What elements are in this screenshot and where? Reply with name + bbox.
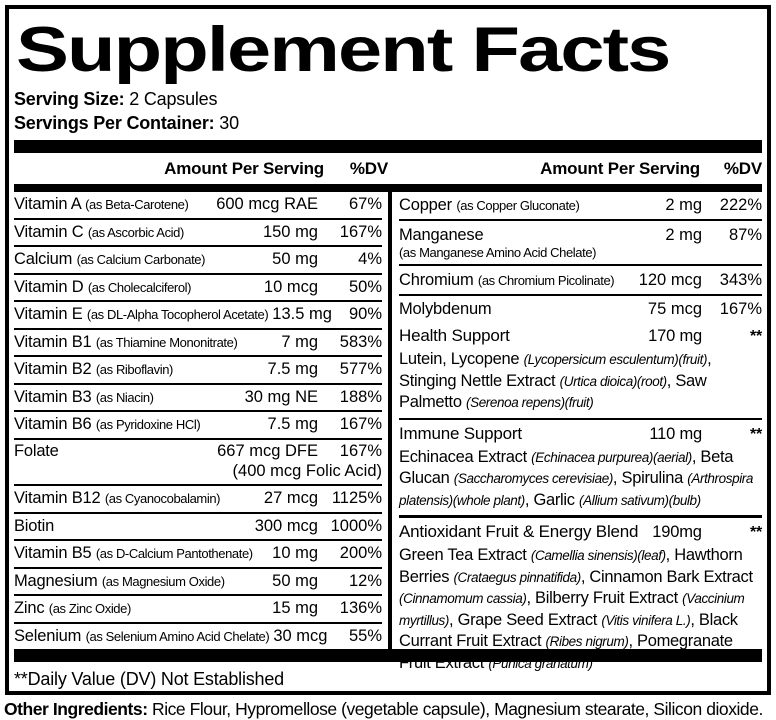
ingredient-text: , Beta Glucan — [399, 447, 734, 487]
nutrient-form: (as Magnesium Oxide) — [101, 573, 225, 589]
nutrient-dv: 55% — [348, 626, 382, 645]
nutrient-amount: 2 mg — [665, 225, 702, 244]
ingredient-text: , Garlic — [524, 490, 580, 509]
nutrient-line — [14, 333, 382, 352]
nutrient-name: Molybdenum — [399, 299, 492, 318]
latin-name: (Serenoa repens)(fruit) — [466, 395, 594, 410]
nutrient-amount: 7 mg — [281, 332, 318, 351]
blend-dv: ** — [749, 328, 762, 345]
ingredient-text: Green Tea Extract — [399, 546, 531, 564]
nutrient-line — [14, 517, 382, 536]
nutrient-row — [399, 296, 762, 322]
nutrient-line — [14, 250, 382, 269]
nutrient-line — [14, 627, 382, 646]
blend-amount: 190mg — [652, 523, 702, 541]
serving-size-label: Serving Size: — [14, 89, 125, 109]
blend-name: Immune Support — [399, 423, 522, 443]
dv-header: %DV — [723, 158, 762, 178]
blend-section — [399, 322, 762, 420]
blend-sections — [399, 322, 762, 678]
left-nutrient-column — [14, 192, 388, 649]
nutrient-form: (as Copper Gluconate) — [456, 198, 580, 213]
nutrient-amount: 150 mg — [262, 222, 318, 241]
nutrient-row — [14, 330, 382, 358]
nutrient-line — [14, 360, 382, 379]
panel-title: Supplement Facts — [16, 15, 670, 85]
amount-per-serving-header: Amount Per Serving — [164, 158, 324, 178]
nutrient-amount: 600 mcg RAE — [216, 195, 318, 214]
nutrient-name: Selenium (as Selenium Amino Acid Chelate) — [14, 626, 270, 645]
nutrient-name: Vitamin D (as Cholecalciferol) — [14, 277, 192, 296]
servings-per-container-label: Servings Per Container: — [14, 113, 215, 133]
nutrient-form: (as Zinc Oxide) — [48, 601, 131, 617]
nutrient-name: Vitamin A (as Beta-Carotene) — [14, 195, 189, 214]
nutrient-line — [14, 278, 382, 297]
nutrient-line — [399, 271, 762, 290]
latin-name: (Lycopersicum esculentum)(fruit) — [523, 352, 708, 367]
nutrient-line — [14, 489, 382, 508]
nutrient-dv: 87% — [728, 225, 762, 244]
nutrient-form: (as Pyridoxine HCl) — [95, 417, 201, 433]
nutrient-amount: 50 mg — [272, 571, 318, 590]
ingredient-text: , Grape Seed Extract — [449, 610, 602, 629]
nutrient-row — [14, 486, 382, 514]
nutrient-form: (as Niacin) — [95, 389, 154, 405]
other-ingredients — [4, 699, 772, 720]
nutrient-form: (as DL-Alpha Tocopherol Acetate) — [86, 307, 269, 323]
ingredient-text: , Spirulina — [612, 469, 688, 487]
nutrient-line — [14, 305, 382, 324]
nutrient-dv: 222% — [719, 196, 762, 214]
nutrient-subline: (400 mcg Folic Acid) — [232, 462, 382, 481]
nutrient-name: Vitamin B12 (as Cyanocobalamin) — [14, 489, 221, 508]
column-header-right — [399, 159, 762, 179]
nutrient-dv: 167% — [339, 442, 382, 461]
nutrient-name: Vitamin B2 (as Riboflavin) — [14, 360, 173, 379]
nutrient-dv: 50% — [348, 277, 382, 296]
blend-dv: ** — [749, 524, 762, 541]
other-ingredients-label: Other Ingredients: — [4, 699, 148, 719]
blend-ingredients — [399, 349, 762, 414]
nutrient-row — [14, 569, 382, 597]
nutrient-line — [14, 442, 382, 461]
nutrient-form: (as Cholecalciferol) — [87, 279, 192, 295]
ingredient-text: , Stinging Nettle Extract — [399, 350, 712, 390]
ingredient-text: Lutein, Lycopene — [399, 350, 524, 368]
latin-name: (Urtica dioica)(root) — [559, 373, 667, 389]
nutrient-row — [14, 357, 382, 385]
nutrient-name: Biotin — [14, 516, 55, 535]
nutrient-form: (as D-Calcium Pantothenate) — [95, 546, 253, 562]
nutrient-amount: 75 mcg — [647, 299, 702, 318]
latin-name: (Crataegus pinnatifida) — [453, 569, 581, 585]
nutrient-row — [399, 192, 762, 221]
blend-header — [399, 324, 762, 349]
blend-amount: 170 mg — [648, 327, 702, 345]
nutrient-dv: 167% — [339, 222, 382, 241]
nutrient-line — [14, 544, 382, 563]
nutrient-amount: 2 mg — [665, 196, 702, 214]
nutrient-line — [14, 195, 382, 214]
nutrient-row — [14, 596, 382, 624]
blend-name: Antioxidant Fruit & Energy Blend — [399, 522, 639, 541]
nutrient-form: (as Ascorbic Acid) — [87, 224, 184, 240]
nutrient-dv: 67% — [348, 195, 382, 214]
nutrient-row — [14, 220, 382, 248]
nutrient-line — [399, 300, 762, 319]
nutrient-name: Folate — [14, 442, 59, 461]
nutrient-form: (as Riboflavin) — [95, 362, 173, 378]
nutrient-dv: 200% — [339, 544, 382, 563]
nutrient-line — [14, 572, 382, 591]
ingredient-text: , Hawthorn Berries — [399, 546, 743, 586]
column-headers — [14, 153, 762, 184]
latin-name: (Punica granatum) — [488, 655, 593, 671]
nutrient-line — [14, 415, 382, 434]
nutrient-form: (as Calcium Carbonate) — [76, 252, 206, 268]
nutrient-amount: 27 mcg — [263, 489, 318, 508]
latin-name: (Ribes nigrum) — [545, 634, 629, 649]
blend-name: Health Support — [399, 326, 510, 345]
nutrient-row — [14, 514, 382, 542]
nutrient-name: Vitamin B1 (as Thiamine Mononitrate) — [14, 332, 238, 351]
nutrient-amount: 30 mg NE — [244, 387, 318, 406]
latin-name: (Allium sativum)(bulb) — [579, 492, 701, 508]
nutrient-dv: 577% — [339, 360, 382, 379]
nutrient-dv: 90% — [348, 305, 382, 324]
nutrient-dv: 4% — [358, 250, 382, 269]
blend-header — [399, 520, 762, 545]
nutrient-amount: 10 mcg — [263, 277, 318, 296]
nutrient-dv: 167% — [339, 415, 382, 434]
nutrient-row — [399, 266, 762, 296]
blend-dv: ** — [749, 425, 762, 443]
nutrient-form: (as Thiamine Mononitrate) — [95, 334, 238, 350]
blend-ingredients — [399, 447, 762, 512]
nutrient-row — [14, 192, 382, 220]
nutrient-dv: 1000% — [330, 516, 382, 535]
nutrient-name: Chromium (as Chromium Picolinate) — [399, 270, 615, 289]
amount-per-serving-header: Amount Per Serving — [540, 158, 700, 178]
servings-per-container-line — [14, 111, 762, 135]
nutrient-line — [14, 388, 382, 407]
nutrient-amount: 50 mg — [272, 250, 318, 269]
nutrient-dv: 1125% — [331, 489, 382, 508]
nutrient-amount: 7.5 mg — [267, 415, 318, 434]
nutrient-amount: 120 mcg — [638, 270, 702, 289]
nutrient-amount: 10 mg — [272, 544, 318, 563]
nutrient-row — [14, 624, 382, 650]
nutrient-line — [399, 226, 762, 245]
nutrient-columns — [14, 192, 762, 672]
mineral-rows — [399, 192, 762, 322]
column-header-left — [14, 159, 388, 179]
divider-bar-top — [14, 140, 762, 153]
latin-name: (Cinnamomum cassia) — [399, 591, 527, 606]
ingredient-text: , Saw Palmetto — [399, 371, 707, 411]
ingredient-text: , Cinnamon Bark Extract — [580, 567, 753, 586]
footnote: **Daily Value (DV) Not Established — [14, 669, 284, 689]
blend-amount: 110 mg — [649, 424, 702, 443]
latin-name: (Saccharomyces cerevisiae) — [453, 471, 613, 486]
blend-section — [399, 518, 762, 678]
nutrient-row — [14, 385, 382, 413]
ingredient-text: Echinacea Extract — [399, 447, 532, 466]
blend-header — [399, 422, 762, 447]
ingredient-text: , Pomegranate Fruit Extract — [399, 632, 733, 672]
nutrient-name: Manganese — [399, 225, 484, 244]
other-ingredients-value: Rice Flour, Hypromellose (vegetable capsule), Magnesium stearate, Silicon dioxide. — [147, 699, 763, 719]
servings-per-container-value: 30 — [214, 113, 239, 133]
nutrient-dv: 136% — [339, 599, 382, 618]
nutrient-row — [14, 247, 382, 275]
nutrient-amount: 7.5 mg — [267, 360, 318, 379]
nutrient-row — [14, 302, 382, 330]
nutrient-name: Vitamin E (as DL-Alpha Tocopherol Acetate) — [14, 305, 269, 324]
nutrient-row — [14, 412, 382, 440]
nutrient-name: Copper (as Copper Gluconate) — [399, 196, 580, 214]
nutrient-name: Vitamin B6 (as Pyridoxine HCl) — [14, 415, 201, 434]
nutrient-amount: 13.5 mg — [272, 305, 332, 324]
nutrient-form: (as Manganese Amino Acid Chelate) — [399, 244, 597, 260]
divider-bar-header — [14, 184, 762, 192]
ingredient-text: , Bilberry Fruit Extract — [526, 589, 683, 607]
nutrient-dv: 583% — [339, 332, 382, 351]
nutrient-form: (as Beta-Carotene) — [85, 197, 189, 213]
serving-size-line — [14, 87, 762, 111]
nutrient-name: Vitamin B3 (as Niacin) — [14, 387, 154, 406]
nutrient-row — [14, 440, 382, 487]
nutrient-amount: 15 mg — [272, 599, 318, 618]
nutrient-form: (as Cyanocobalamin) — [104, 491, 221, 507]
nutrient-form: (as Selenium Amino Acid Chelate) — [85, 628, 270, 644]
right-nutrient-column — [392, 192, 762, 672]
nutrient-name: Zinc (as Zinc Oxide) — [14, 599, 131, 618]
blend-section — [399, 420, 762, 519]
nutrient-row — [14, 541, 382, 569]
nutrient-name: Calcium (as Calcium Carbonate) — [14, 250, 206, 269]
dv-header: %DV — [349, 158, 388, 178]
nutrient-name: Vitamin C (as Ascorbic Acid) — [14, 222, 184, 241]
latin-name: (Echinacea purpurea)(aerial) — [531, 449, 692, 465]
latin-name: (Camellia sinensis)(leaf) — [530, 548, 666, 563]
nutrient-line — [14, 599, 382, 618]
latin-name: (Arthrospira platensis)(whole plant) — [399, 471, 754, 508]
nutrient-row — [14, 275, 382, 303]
nutrient-dv: 12% — [348, 571, 382, 590]
serving-size-value: 2 Capsules — [124, 89, 218, 109]
latin-name: (Vaccinium myrtillus) — [399, 591, 745, 628]
nutrient-dv: 343% — [719, 270, 762, 289]
ingredient-text: , Black Currant Fruit Extract — [399, 610, 738, 650]
nutrient-dv: 188% — [339, 387, 382, 406]
nutrient-form: (as Chromium Picolinate) — [477, 272, 615, 288]
nutrient-name: Vitamin B5 (as D-Calcium Pantothenate) — [14, 544, 253, 563]
nutrient-dv: 167% — [719, 299, 762, 318]
blend-ingredients — [399, 545, 762, 674]
nutrient-amount: 30 mcg — [273, 626, 328, 645]
nutrient-amount: 300 mcg — [254, 516, 318, 535]
nutrient-line — [14, 223, 382, 242]
nutrient-row — [399, 221, 762, 266]
nutrient-name: Magnesium (as Magnesium Oxide) — [14, 571, 225, 590]
nutrient-line — [399, 196, 762, 215]
nutrient-amount: 667 mcg DFE — [217, 442, 318, 461]
latin-name: (Vitis vinifera L.) — [601, 612, 691, 628]
supplement-facts-panel — [5, 5, 771, 695]
